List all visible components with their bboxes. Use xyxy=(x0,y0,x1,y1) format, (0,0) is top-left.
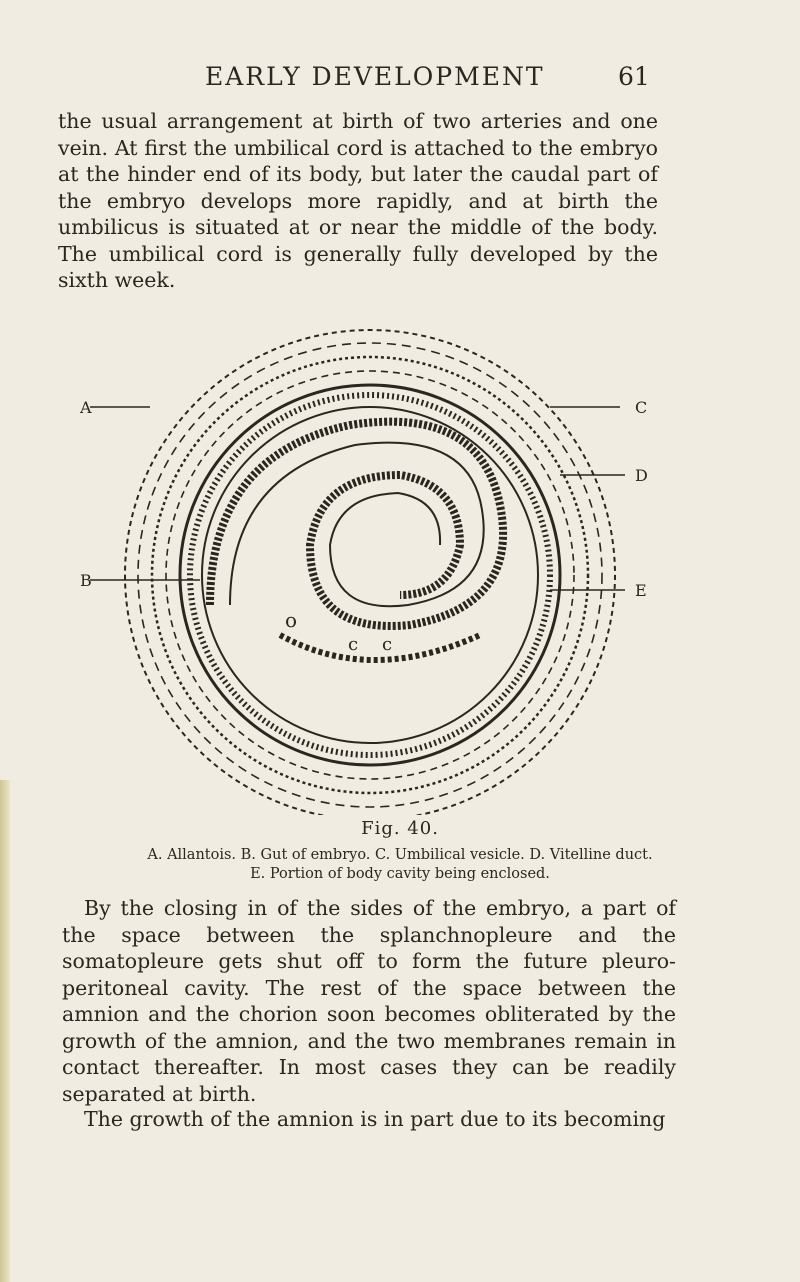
figure-label-b: B xyxy=(80,571,92,590)
chorion-band xyxy=(180,385,560,765)
figure-label-d: D xyxy=(635,466,648,485)
figure-title: Fig. 40. xyxy=(361,818,439,839)
caption-line-1: A. Allantois. B. Gut of embryo. C. Umbilical vesicle. D. Vitelline duct. xyxy=(147,847,653,863)
running-head xyxy=(0,62,800,98)
amnion-fold xyxy=(210,422,503,660)
svg-text:c: c xyxy=(382,634,393,655)
svg-text:c: c xyxy=(348,634,359,655)
figure-40 xyxy=(80,305,680,815)
figure-label-c: C xyxy=(635,398,648,417)
caption-line-2: E. Portion of body cavity being enclosed. xyxy=(250,866,550,882)
paragraph-top: the usual arrangement at birth of two arteries and one vein. At first the umbilical cord is attached to the embryo at the hinder end of its body, but later the caudal part of the embryo develops more rapidly, and at birth the umbilicus is situated at or near the middle of the body. The umbilical cord is generally fully developed by the sixth week. xyxy=(58,109,658,292)
page-number: 61 xyxy=(618,62,650,91)
figure-label-e: E xyxy=(635,581,647,600)
embryo-illustration xyxy=(80,305,680,815)
running-title: EARLY DEVELOPMENT xyxy=(205,62,545,91)
paragraph-bottom: By the closing in of the sides of the embryo, a part of the space between the splanchnopleure and the somatopleure gets shut off to form the future pleuro-peritoneal cavity. The rest of the space between the amnion and the chorion soon becomes obliterated by the growth of the amnion, and the two membranes remain in contact thereafter. In most cases they can be readily separated at birth. xyxy=(62,896,676,1106)
book-spine-shadow xyxy=(0,780,10,1282)
svg-text:o: o xyxy=(285,608,298,632)
figure-caption xyxy=(60,846,740,884)
paragraph-last: The growth of the amnion is in part due to its becoming xyxy=(84,1107,666,1131)
figure-label-a: A xyxy=(80,398,92,417)
